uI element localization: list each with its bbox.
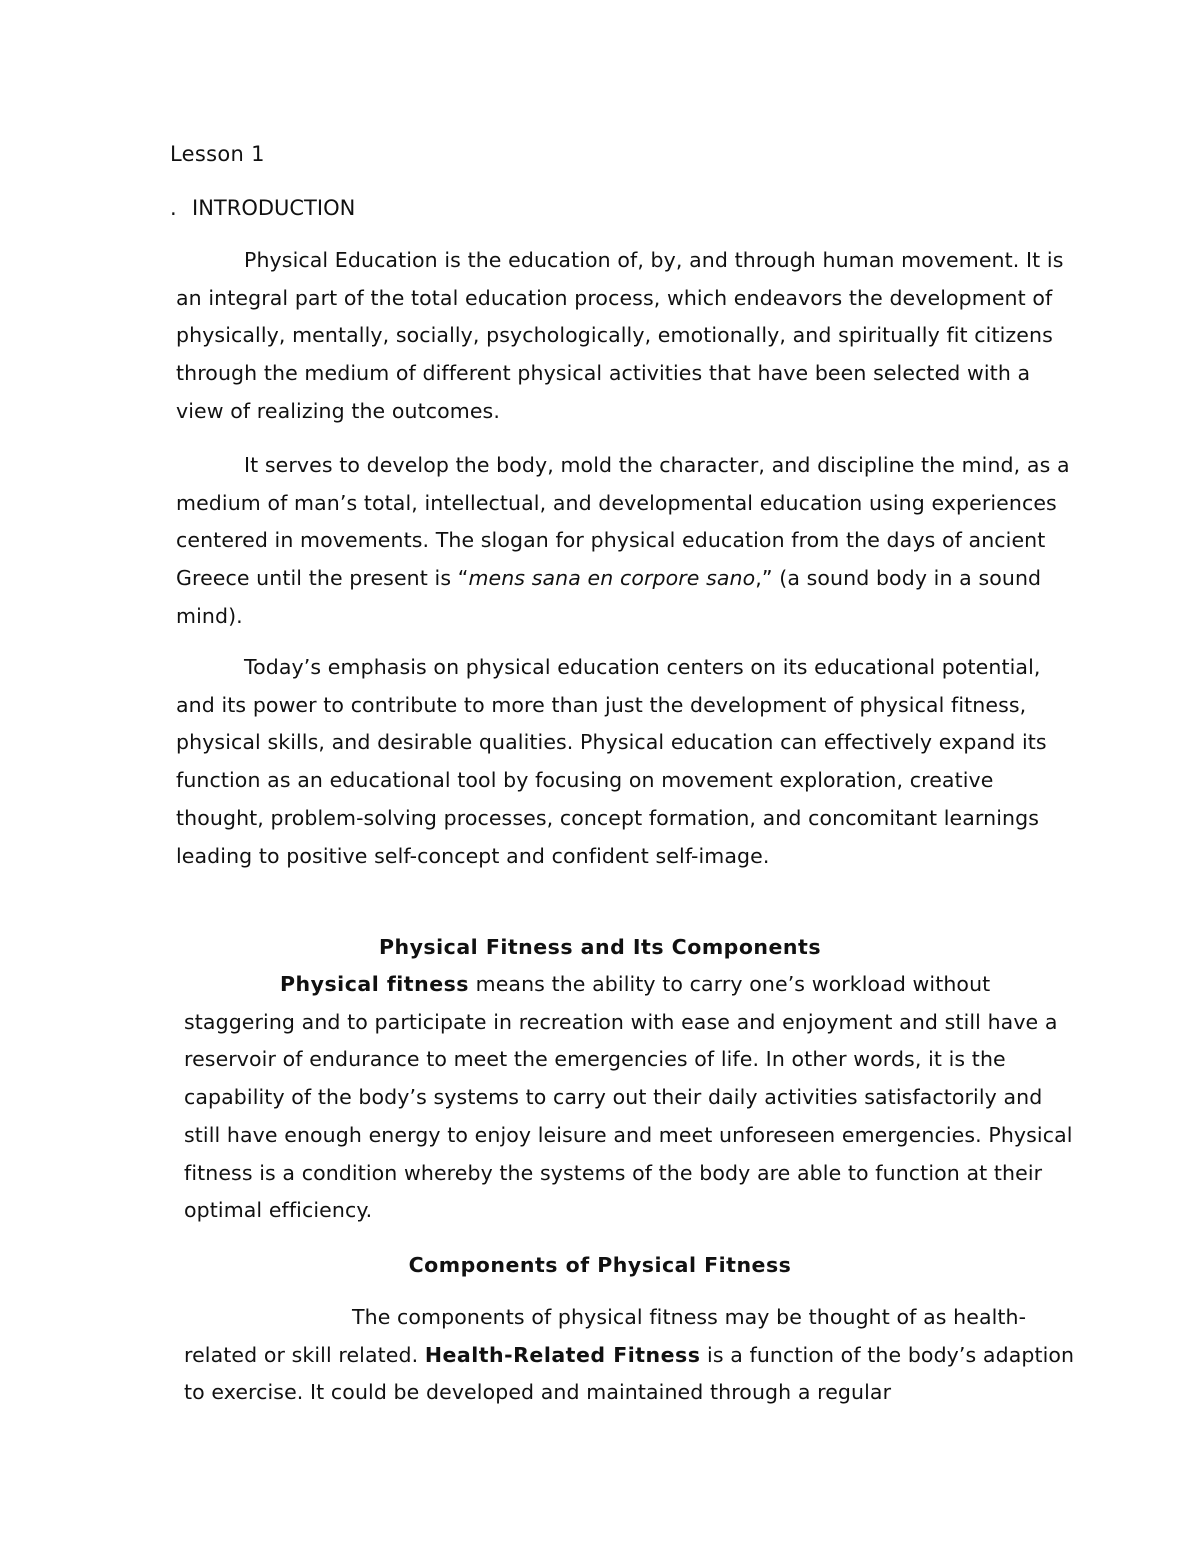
- latin-slogan: mens sana en corpore sano: [468, 566, 756, 591]
- introduction-heading-text: INTRODUCTION: [192, 196, 356, 220]
- fitness-term: Physical fitness: [280, 972, 470, 996]
- section-title-physical-fitness: Physical Fitness and Its Components: [378, 935, 822, 959]
- heading-bullet: .: [170, 196, 177, 220]
- components-paragraph-end: is a function of the body’s adaption to exercise. It could be developed and maintained through a regular: [184, 1342, 1075, 1405]
- intro-paragraph-1-text: Physical Education is the education of, by, and through human movement. It is an integral part of the total education process, which endeavors the development of physically, mentally, socially, psychologically, emotionally, and spiritually fit citizens through the medium of different physical activities that have been selected with a view of realizing the outcomes.: [176, 248, 1064, 423]
- components-paragraph-text: The components of physical fitness may be thought of as health-related or skill related.: [184, 1305, 1027, 1367]
- intro-paragraph-2: [176, 447, 1076, 636]
- intro-paragraph-1: [176, 242, 1076, 431]
- lesson-title: Lesson 1: [170, 142, 265, 166]
- section-title-components: Components of Physical Fitness: [408, 1253, 792, 1277]
- intro-paragraph-3-text: Today’s emphasis on physical education centers on its educational potential, and its power to contribute to more than just the development of physical fitness, physical skills, and desirable qualities. Physical education can effectively expand its function as an educational tool by focusing on movement exploration, creative thought, problem-solving processes, concept formation, and concomitant learnings leading to positive self-concept and confident self-image.: [176, 655, 1047, 868]
- introduction-heading: [170, 194, 355, 222]
- fitness-paragraph: [184, 966, 1084, 1230]
- fitness-paragraph-text: means the ability to carry one’s workload without staggering and to participate in recreation with ease and enjoyment and still have a reservoir of endurance to meet the emergencies of life. In other words, it is the capability of the body’s systems to carry out their daily activities satisfactorily and still have enough energy to enjoy leisure and meet unforeseen emergencies. Physical fitness is a condition whereby the systems of the body are able to function at their optimal efficiency.: [184, 972, 1073, 1223]
- components-paragraph: [184, 1299, 1084, 1412]
- intro-paragraph-2-end: ,” (a sound body in a sound mind).: [176, 566, 1042, 628]
- health-related-fitness-term: Health-Related Fitness: [424, 1342, 701, 1367]
- intro-paragraph-3: [176, 649, 1076, 875]
- intro-paragraph-2-text: It serves to develop the body, mold the character, and discipline the mind, as a medium of man’s total, intellectual, and developmental education using experiences centered in movements. The slogan for physical education from the days of ancient Greece until the present is “: [176, 453, 1070, 591]
